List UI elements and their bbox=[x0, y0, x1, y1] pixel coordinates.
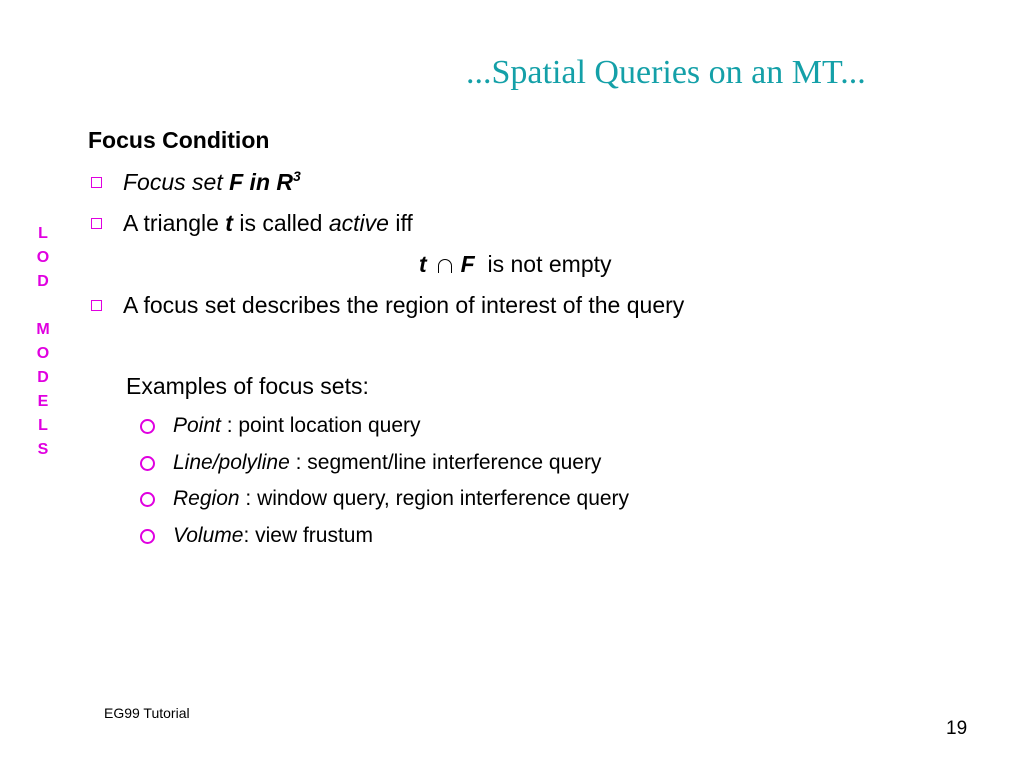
circle-bullet-icon bbox=[140, 492, 155, 507]
side-gap bbox=[34, 294, 52, 318]
square-bullet-icon bbox=[91, 218, 102, 229]
bullet-bold-italic: F in R bbox=[229, 169, 293, 195]
bullet-text: A focus set describes the region of interest of the query bbox=[123, 292, 685, 318]
example-item bbox=[140, 524, 373, 548]
example-text bbox=[173, 487, 629, 511]
example-desc: : segment/line interference query bbox=[289, 451, 602, 474]
side-letter: L bbox=[38, 417, 48, 434]
example-text bbox=[173, 451, 601, 475]
examples-heading: Examples of focus sets: bbox=[126, 373, 369, 399]
side-label bbox=[34, 222, 52, 462]
bullet-superscript: 3 bbox=[293, 168, 301, 184]
formula-t: t bbox=[419, 251, 427, 277]
example-desc: : view frustum bbox=[243, 524, 373, 547]
bullet-italic: active bbox=[328, 210, 389, 236]
square-bullet-icon bbox=[91, 300, 102, 311]
bullet-text bbox=[123, 210, 413, 237]
bullet-item bbox=[88, 169, 301, 196]
example-desc: : point location query bbox=[220, 414, 421, 437]
example-term: Point bbox=[173, 414, 221, 437]
square-bullet-icon bbox=[91, 177, 102, 188]
example-text bbox=[173, 524, 373, 548]
example-term: Line/polyline bbox=[173, 451, 290, 474]
bullet-item bbox=[88, 292, 684, 319]
side-letter: E bbox=[37, 393, 49, 410]
bullet-item bbox=[88, 210, 413, 237]
bullet-italic: Focus set bbox=[123, 169, 230, 195]
bullet-text-part: is called bbox=[232, 210, 329, 236]
example-item bbox=[140, 451, 601, 475]
bullet-bold-italic: t bbox=[225, 210, 233, 236]
side-letter: D bbox=[37, 369, 49, 386]
bullet-text-part: A triangle bbox=[123, 210, 226, 236]
page-number: 19 bbox=[946, 718, 968, 739]
formula-rest: is not empty bbox=[487, 251, 612, 277]
side-letter: O bbox=[36, 249, 50, 266]
example-term: Volume bbox=[173, 524, 244, 547]
formula-f: F bbox=[460, 251, 475, 277]
bullet-text-part: iff bbox=[388, 210, 413, 236]
intersection-icon bbox=[438, 259, 452, 273]
circle-bullet-icon bbox=[140, 456, 155, 471]
footer-label: EG99 Tutorial bbox=[104, 705, 190, 721]
circle-bullet-icon bbox=[140, 529, 155, 544]
side-letter: L bbox=[38, 225, 48, 242]
condition-formula bbox=[419, 251, 612, 278]
example-desc: : window query, region interference query bbox=[239, 487, 630, 510]
example-item bbox=[140, 414, 421, 438]
section-heading: Focus Condition bbox=[88, 127, 270, 153]
example-text bbox=[173, 414, 421, 438]
slide-title: ...Spatial Queries on an MT... bbox=[466, 54, 866, 91]
example-item bbox=[140, 487, 629, 511]
side-letter: O bbox=[36, 345, 50, 362]
side-letter: D bbox=[37, 273, 49, 290]
bullet-text bbox=[123, 169, 301, 196]
circle-bullet-icon bbox=[140, 419, 155, 434]
side-letter: S bbox=[37, 441, 49, 458]
example-term: Region bbox=[173, 487, 240, 510]
side-letter: M bbox=[36, 321, 50, 338]
